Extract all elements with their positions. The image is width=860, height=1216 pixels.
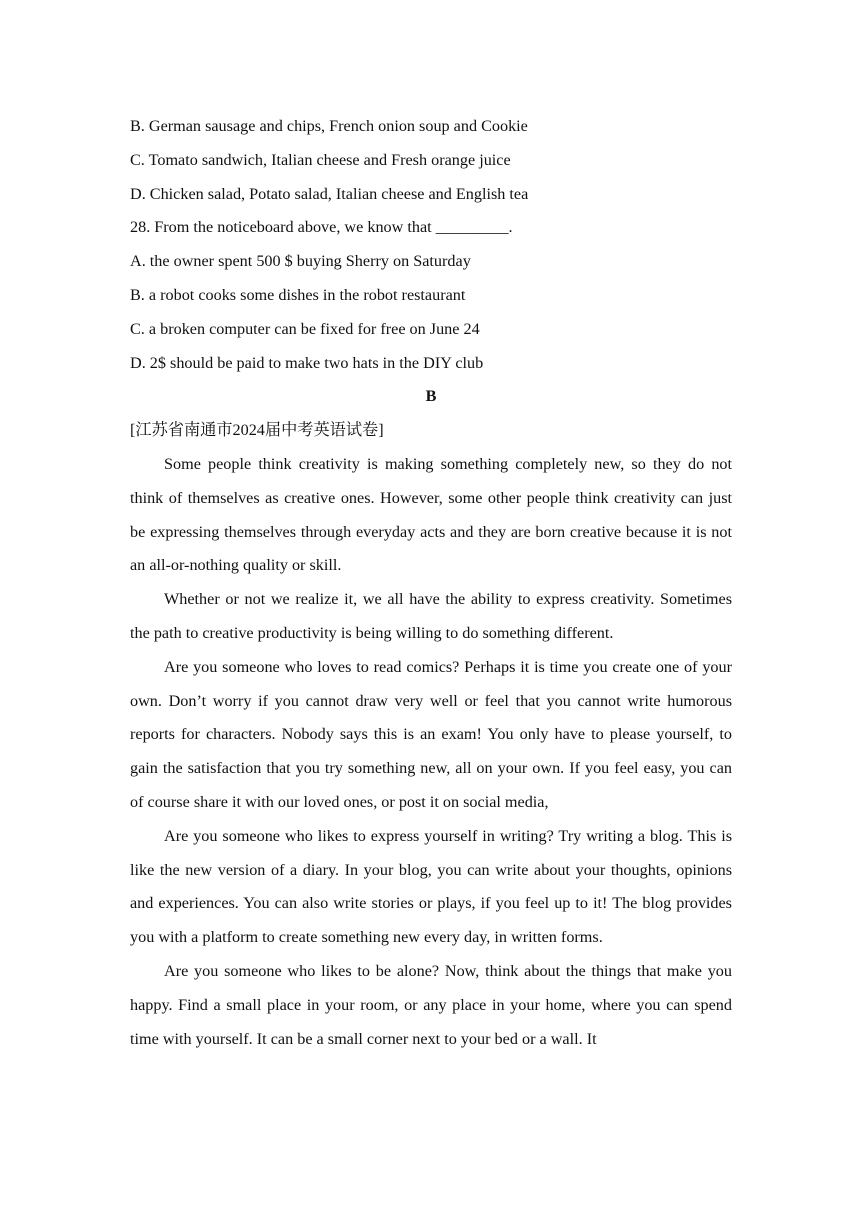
option-b-prev: B. German sausage and chips, French onion soup and Cookie bbox=[130, 117, 528, 135]
question-28-stem: 28. From the noticeboard above, we know that _________. bbox=[130, 218, 513, 237]
section-source: [江苏省南通市2024届中考英语试卷] bbox=[130, 421, 384, 440]
section-title: B bbox=[425, 387, 437, 406]
question-28-option-c: C. a broken computer can be fixed for free on June 24 bbox=[130, 319, 480, 338]
passage-paragraph-5: Are you someone who likes to be alone? Now, think about the things that make you happy. Find a small place in your room, or any place in your home, where you can spend time with yourself. It can be a small corner next to your bed or a wall. It bbox=[130, 961, 732, 1048]
question-28-option-a: A. the owner spent 500 $ buying Sherry on Saturday bbox=[130, 252, 471, 271]
option-c-prev: C. Tomato sandwich, Italian cheese and Fresh orange juice bbox=[130, 150, 511, 169]
question-28-option-d: D. 2$ should be paid to make two hats in the DIY club bbox=[130, 353, 484, 372]
document-page bbox=[130, 110, 732, 1056]
passage-paragraph-2: Whether or not we realize it, we all have the ability to express creativity. Sometimes the path to creative productivity is being willing to do something different. bbox=[130, 590, 732, 642]
passage-paragraph-4: Are you someone who likes to express yourself in writing? Try writing a blog. This is like the new version of a diary. In your blog, you can write about your thoughts, opinions and experiences. You can also write stories or plays, if you feel up to it! The blog provides you with a platform to create something new every day, in written forms. bbox=[130, 826, 732, 947]
passage-paragraph-3: Are you someone who loves to read comics? Perhaps it is time you create one of your own. Don’t worry if you cannot draw very well or feel that you cannot write humorous reports for characters. Nobody says this is an exam! You only have to please yourself, to gain the satisfaction that you try something new, all on your own. If you feel easy, you can of course share it with our loved ones, or post it on social media, bbox=[130, 657, 732, 811]
passage-paragraph-1: Some people think creativity is making something completely new, so they do not think of themselves as creative ones. However, some other people think creativity can just be expressing themselves through everyday acts and they are born creative because it is not an all-or-nothing quality or skill. bbox=[130, 454, 732, 575]
option-d-prev: D. Chicken salad, Potato salad, Italian cheese and English tea bbox=[130, 184, 529, 203]
question-28-option-b: B. a robot cooks some dishes in the robot restaurant bbox=[130, 285, 466, 304]
